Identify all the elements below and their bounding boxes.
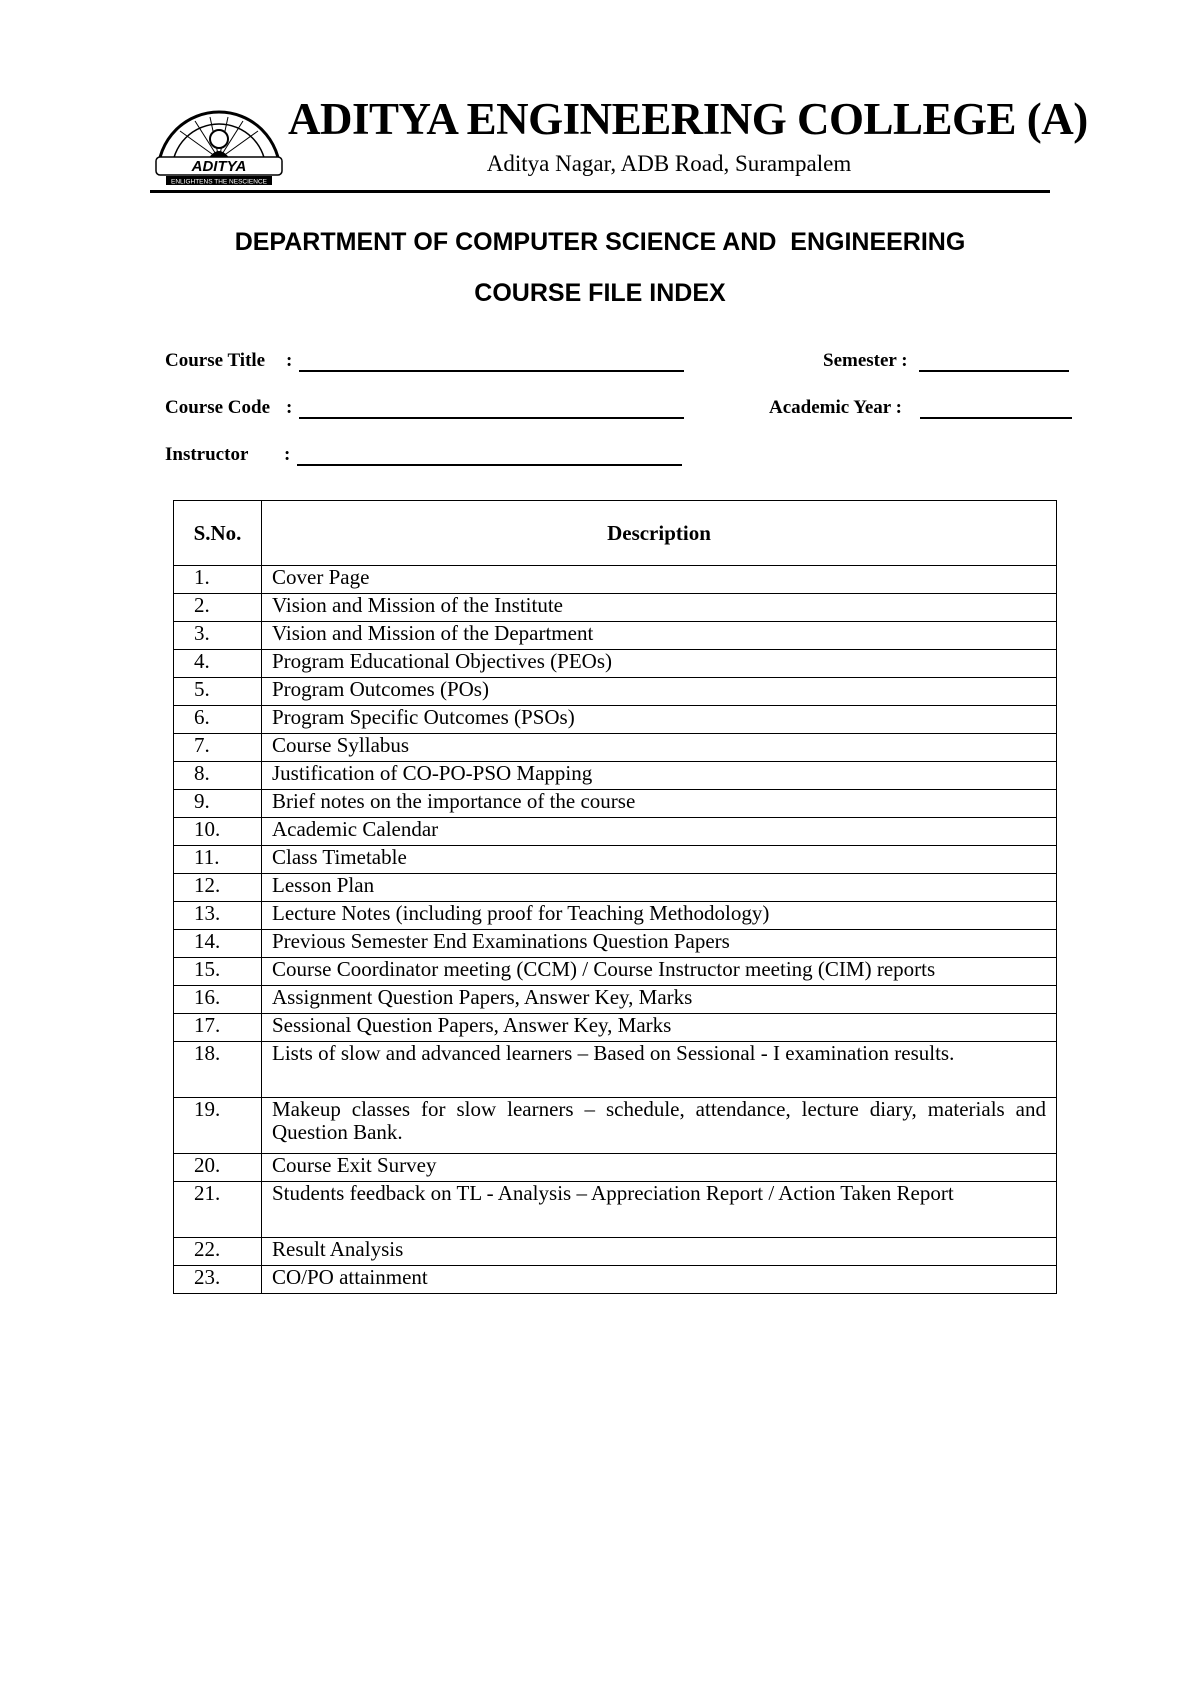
table-row	[174, 706, 1057, 734]
row-number: 11.	[174, 846, 262, 874]
table-row	[174, 902, 1057, 930]
table-row	[174, 566, 1057, 594]
row-description: Assignment Question Papers, Answer Key, Marks	[262, 986, 1057, 1014]
row-description: Result Analysis	[262, 1238, 1057, 1266]
row-number: 19.	[174, 1098, 262, 1154]
table-row	[174, 958, 1057, 986]
row-description: Course Syllabus	[262, 734, 1057, 762]
academic-year-label: Academic Year :	[769, 397, 902, 418]
row-number: 3.	[174, 622, 262, 650]
row-description: CO/PO attainment	[262, 1266, 1057, 1294]
table-row	[174, 734, 1057, 762]
instructor-blank[interactable]	[297, 464, 682, 466]
row-number: 1.	[174, 566, 262, 594]
row-number: 6.	[174, 706, 262, 734]
sno-header: S.No.	[174, 501, 262, 566]
table-row	[174, 762, 1057, 790]
logo-tagline: ENLIGHTENS THE NESCIENCE	[171, 178, 267, 186]
row-description: Lecture Notes (including proof for Teaching Methodology)	[262, 902, 1057, 930]
row-description: Students feedback on TL - Analysis – Appreciation Report / Action Taken Report	[262, 1182, 1057, 1238]
row-description: Lesson Plan	[262, 874, 1057, 902]
row-description: Class Timetable	[262, 846, 1057, 874]
row-number: 20.	[174, 1154, 262, 1182]
table-row	[174, 678, 1057, 706]
row-number: 4.	[174, 650, 262, 678]
table-row	[174, 818, 1057, 846]
college-name: ADITYA ENGINEERING COLLEGE (A)	[288, 94, 1088, 144]
row-description: Program Specific Outcomes (PSOs)	[262, 706, 1057, 734]
table-row	[174, 930, 1057, 958]
row-number: 17.	[174, 1014, 262, 1042]
course-file-index-table	[173, 500, 1057, 1294]
course-code-label: Course Code	[165, 397, 271, 418]
semester-blank[interactable]	[919, 370, 1069, 372]
colon: :	[286, 350, 293, 371]
colon: :	[284, 444, 291, 465]
row-description: Cover Page	[262, 566, 1057, 594]
description-header: Description	[262, 501, 1057, 566]
row-description: Sessional Question Papers, Answer Key, Marks	[262, 1014, 1057, 1042]
letterhead	[150, 94, 1088, 193]
semester-label: Semester :	[823, 350, 908, 371]
course-title-field	[165, 350, 293, 372]
row-description: Academic Calendar	[262, 818, 1057, 846]
row-number: 5.	[174, 678, 262, 706]
table-row	[174, 1042, 1057, 1098]
row-number: 14.	[174, 930, 262, 958]
row-description: Program Educational Objectives (PEOs)	[262, 650, 1057, 678]
row-number: 7.	[174, 734, 262, 762]
row-number: 16.	[174, 986, 262, 1014]
table-row	[174, 1014, 1057, 1042]
course-code-field	[165, 397, 293, 419]
instructor-field	[165, 444, 291, 466]
college-logo	[150, 103, 288, 187]
course-code-blank[interactable]	[299, 417, 684, 419]
colon: :	[286, 397, 293, 418]
row-description: Vision and Mission of the Institute	[262, 594, 1057, 622]
table-row	[174, 1098, 1057, 1154]
table-row	[174, 846, 1057, 874]
row-number: 2.	[174, 594, 262, 622]
table-row	[174, 1182, 1057, 1238]
row-number: 18.	[174, 1042, 262, 1098]
academic-year-field	[769, 397, 902, 419]
row-number: 21.	[174, 1182, 262, 1238]
row-number: 8.	[174, 762, 262, 790]
course-title-label: Course Title	[165, 350, 266, 371]
row-description: Brief notes on the importance of the course	[262, 790, 1057, 818]
row-description: Vision and Mission of the Department	[262, 622, 1057, 650]
logo-text: ADITYA	[191, 158, 247, 175]
row-number: 9.	[174, 790, 262, 818]
row-number: 22.	[174, 1238, 262, 1266]
table-header-row	[174, 501, 1057, 566]
academic-year-blank[interactable]	[920, 417, 1072, 419]
row-description: Course Exit Survey	[262, 1154, 1057, 1182]
table-row	[174, 594, 1057, 622]
table-row	[174, 1154, 1057, 1182]
row-number: 23.	[174, 1266, 262, 1294]
row-number: 15.	[174, 958, 262, 986]
table-row	[174, 622, 1057, 650]
document-title: COURSE FILE INDEX	[474, 279, 726, 307]
row-description: Course Coordinator meeting (CCM) / Course Instructor meeting (CIM) reports	[262, 958, 1057, 986]
table-row	[174, 1266, 1057, 1294]
table-row	[174, 1238, 1057, 1266]
table-row	[174, 790, 1057, 818]
college-address: Aditya Nagar, ADB Road, Surampalem	[486, 151, 852, 176]
row-description: Makeup classes for slow learners – schedule, attendance, lecture diary, materials and Question Bank.	[262, 1098, 1057, 1154]
table-row	[174, 650, 1057, 678]
table-row	[174, 874, 1057, 902]
row-description: Program Outcomes (POs)	[262, 678, 1057, 706]
row-number: 13.	[174, 902, 262, 930]
row-description: Lists of slow and advanced learners – Based on Sessional - I examination results.	[262, 1042, 1057, 1098]
course-title-blank[interactable]	[299, 370, 684, 372]
department-name: DEPARTMENT OF COMPUTER SCIENCE AND ENGINEERING	[234, 228, 966, 256]
semester-field	[823, 350, 908, 372]
instructor-label: Instructor	[165, 444, 249, 465]
row-description: Justification of CO-PO-PSO Mapping	[262, 762, 1057, 790]
row-number: 10.	[174, 818, 262, 846]
row-number: 12.	[174, 874, 262, 902]
table-body	[174, 566, 1057, 1294]
row-description: Previous Semester End Examinations Question Papers	[262, 930, 1057, 958]
table-row	[174, 986, 1057, 1014]
